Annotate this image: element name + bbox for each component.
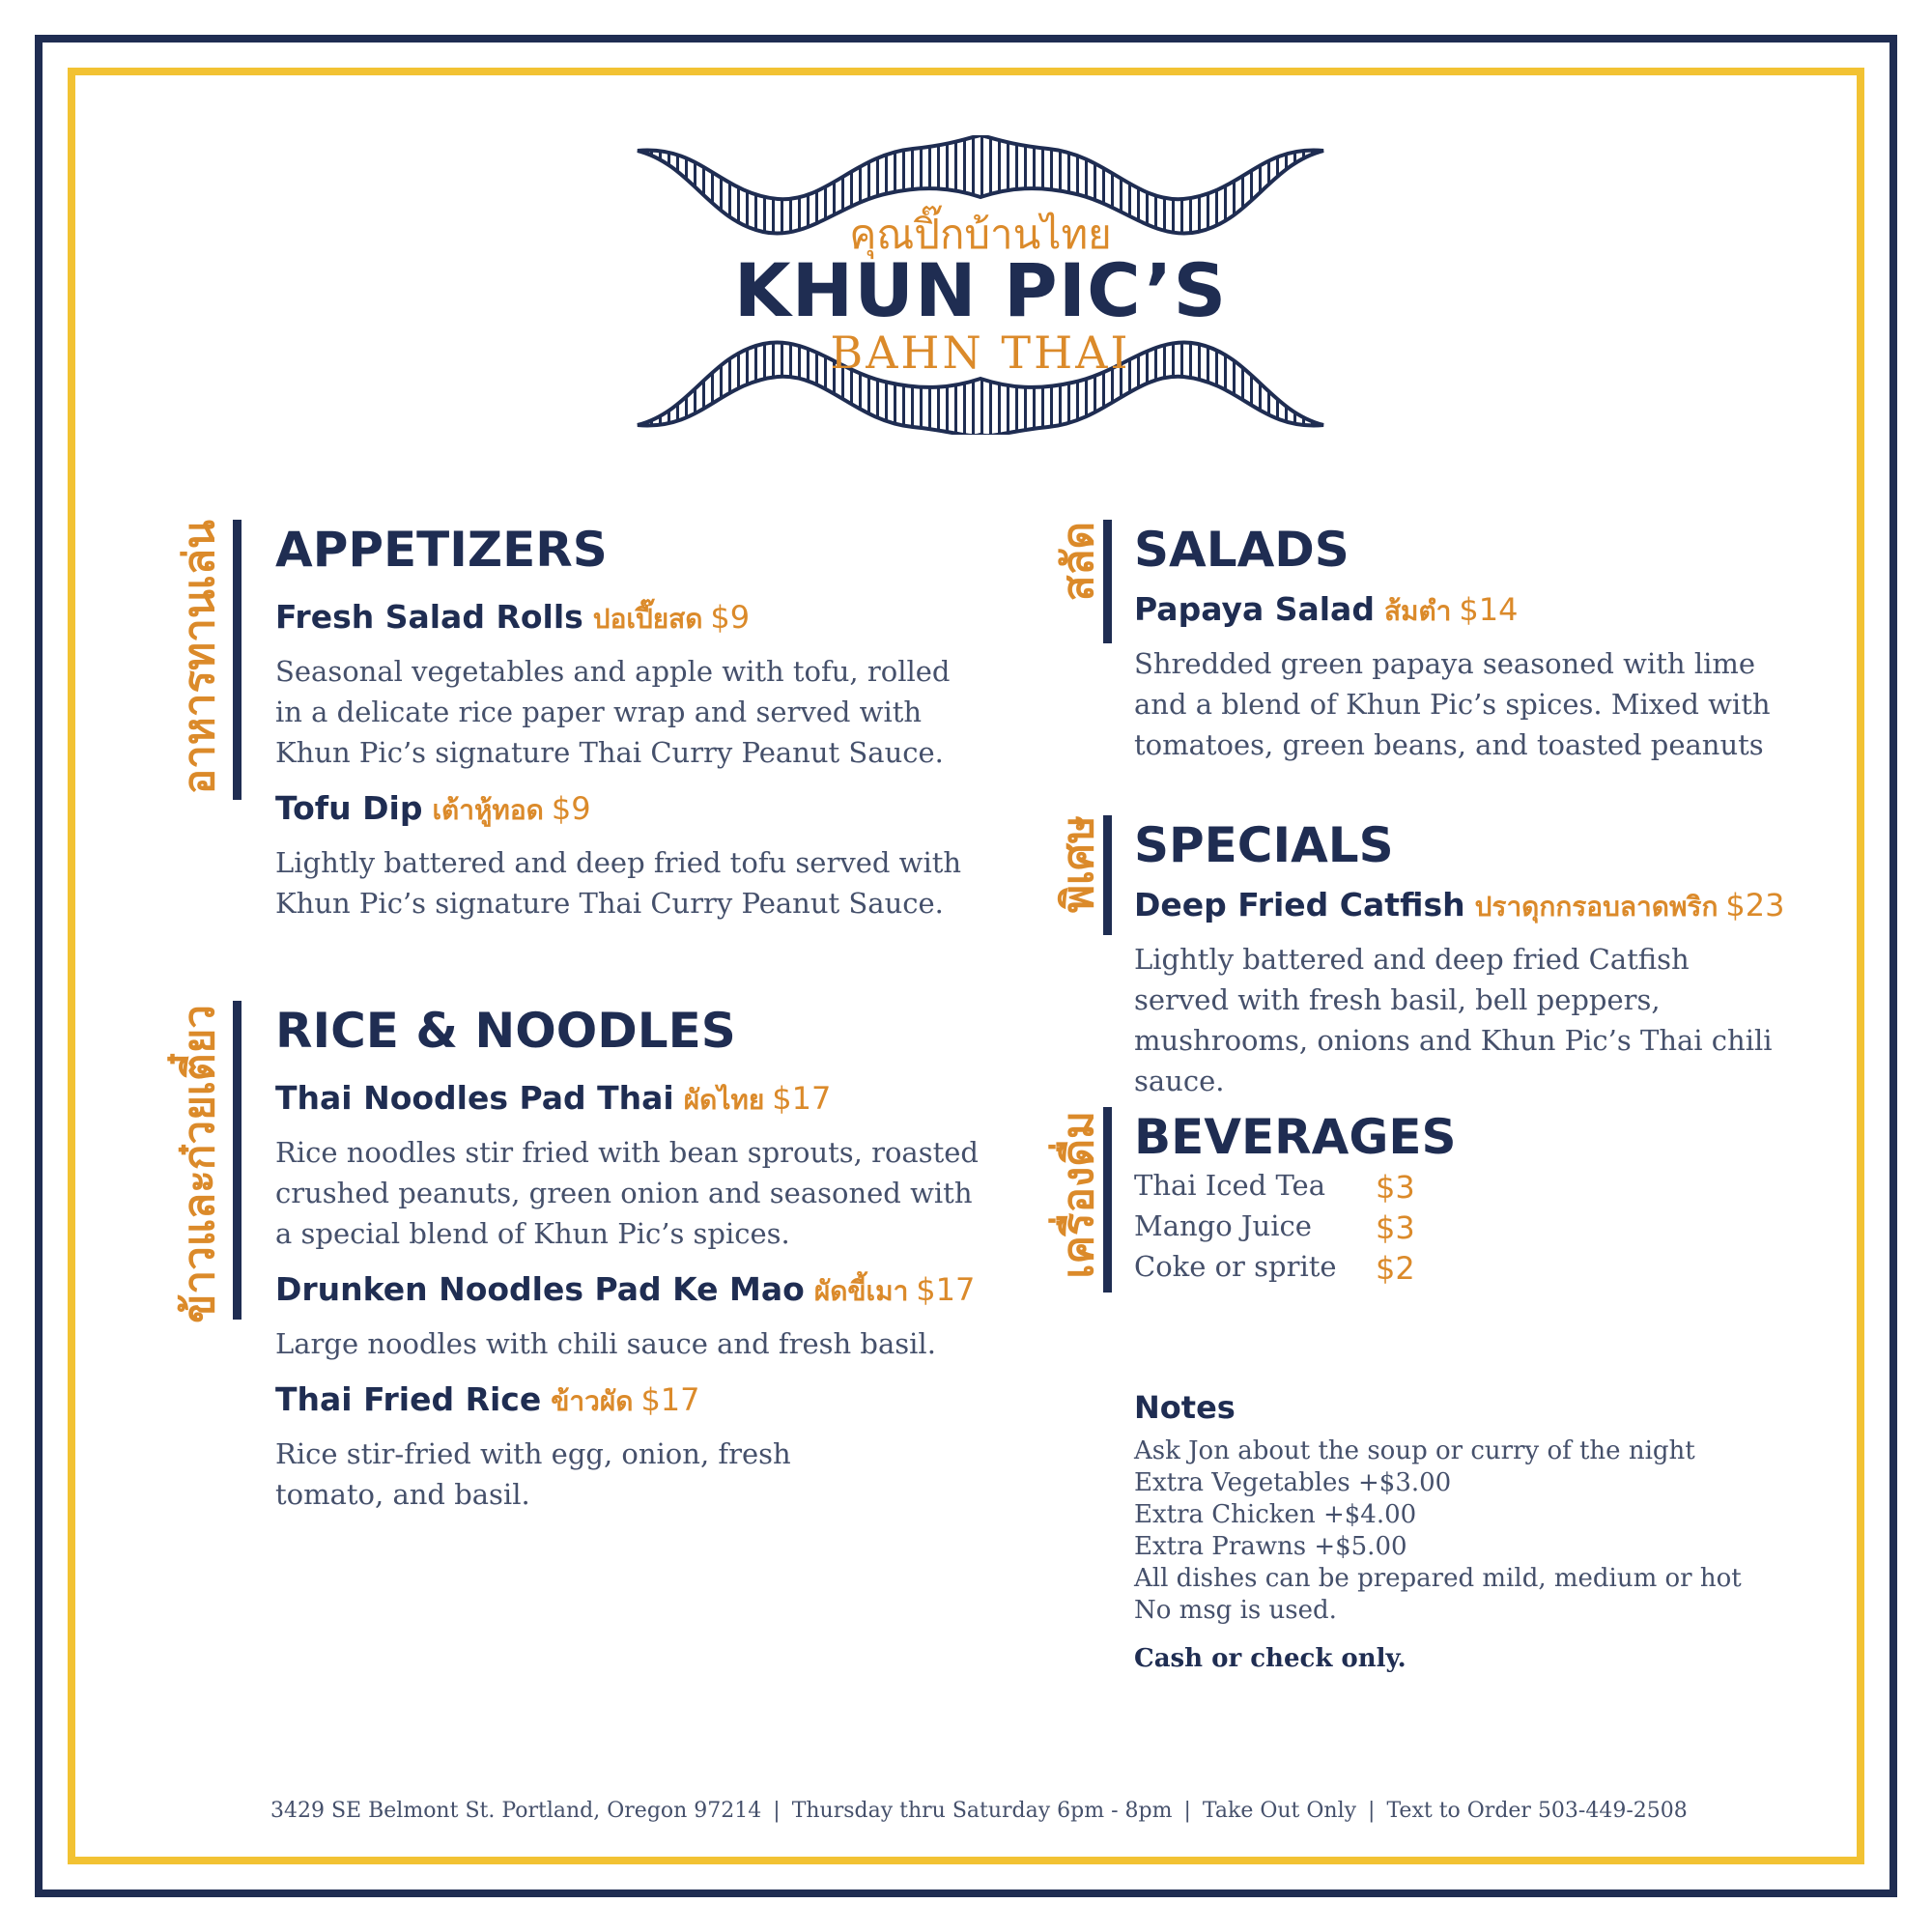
section-title: SPECIALS xyxy=(1134,817,1394,873)
restaurant-logo xyxy=(633,135,1328,435)
notes-title: Notes xyxy=(1134,1389,1236,1426)
brand-name: KHUN PIC’S xyxy=(733,247,1228,333)
menu-item-title: Drunken Noodles Pad Ke Mao ผัดขี้เมา $17 xyxy=(275,1270,976,1308)
beverage-row: Coke or sprite $2 xyxy=(1134,1250,1415,1287)
section-bar xyxy=(233,1001,242,1320)
note-line: Extra Chicken +$4.00 xyxy=(1134,1500,1417,1529)
brand-thai-name: คุณปิ๊กบ้านไทย xyxy=(849,211,1112,258)
menu-item-description: Lightly battered and deep fried tofu served with Khun Pic’s signature Thai Curry Peanut Sauce. xyxy=(275,846,962,920)
menu-item-description: Lightly battered and deep fried Catfish served with fresh basil, bell peppers, mushrooms, onions and Khun Pic’s Thai chili sauce. xyxy=(1134,943,1773,1097)
specials-thai-label: พิเศษ xyxy=(1054,815,1103,913)
section-bar xyxy=(1103,1107,1112,1293)
menu-item-title: Thai Fried Rice ข้าวผัด $17 xyxy=(275,1380,700,1418)
section-title: APPETIZERS xyxy=(275,522,608,578)
footer-service: Take Out Only xyxy=(1202,1799,1357,1823)
note-line: All dishes can be prepared mild, medium or hot xyxy=(1134,1564,1742,1593)
menu-item-title: Tofu Dip เต้าหู้ทอด $9 xyxy=(275,789,591,827)
note-line: Ask Jon about the soup or curry of the night xyxy=(1134,1436,1695,1465)
section-title: BEVERAGES xyxy=(1134,1109,1457,1165)
menu-item-title: Papaya Salad ส้มตำ $14 xyxy=(1134,590,1519,628)
note-line: Extra Prawns +$5.00 xyxy=(1134,1532,1407,1561)
menu-item-description: Rice stir-fried with egg, onion, fresh tomato, and basil. xyxy=(275,1437,791,1511)
notes-section xyxy=(1134,1387,1752,1673)
note-line: No msg is used. xyxy=(1134,1596,1337,1625)
brand-subtitle: BAHN THAI xyxy=(830,327,1131,379)
rice-noodles-thai-label: ข้าวและก๋วยเตี๋ยว xyxy=(175,1005,224,1323)
footer-order: Text to Order 503-449-2508 xyxy=(1386,1799,1688,1823)
salads-thai-label: สลัด xyxy=(1054,522,1103,602)
menu-item-description: Seasonal vegetables and apple with tofu, rolled in a delicate rice paper wrap and served with Khun Pic’s signature Thai Curry Peanut Sauce. xyxy=(275,655,951,769)
beverage-row: Mango Juice $3 xyxy=(1134,1209,1415,1246)
menu-item-description: Rice noodles stir fried with bean sprouts, roasted crushed peanuts, green onion and seasoned with a special blend of Khun Pic’s spices. xyxy=(275,1136,979,1250)
menu-item-description: Large noodles with chili sauce and fresh basil. xyxy=(275,1327,936,1360)
payment-note: Cash or check only. xyxy=(1134,1644,1406,1673)
appetizers-thai-label: อาหารทานเล่น xyxy=(175,520,224,795)
menu-item-title: Fresh Salad Rolls ปอเปี๊ยสด $9 xyxy=(275,598,751,636)
footer-address: 3429 SE Belmont St. Portland, Oregon 97214 xyxy=(270,1799,762,1823)
section-bar xyxy=(1103,520,1112,643)
section-title: SALADS xyxy=(1134,522,1350,578)
beverage-list xyxy=(1134,1169,1559,1291)
menu-item-description: Shredded green papaya seasoned with lime and a blend of Khun Pic’s spices. Mixed with tomatoes, green beans, and toasted peanuts xyxy=(1134,647,1771,761)
section-bar xyxy=(1103,815,1112,935)
footer: 3429 SE Belmont St. Portland, Oregon 97214 | Thursday thru Saturday 6pm - 8pm | Take Out Only | Text to Order 503-449-2508 xyxy=(270,1799,1688,1823)
footer-hours: Thursday thru Saturday 6pm - 8pm xyxy=(791,1799,1173,1823)
section-bar xyxy=(233,520,242,800)
menu-item-title: Deep Fried Catfish ปราดุกกรอบลาดพริก $23 xyxy=(1134,886,1785,923)
section-title: RICE & NOODLES xyxy=(275,1003,736,1059)
beverage-row: Thai Iced Tea $3 xyxy=(1134,1169,1415,1206)
menu-item-title: Thai Noodles Pad Thai ผัดไทย $17 xyxy=(275,1079,832,1117)
note-line: Extra Vegetables +$3.00 xyxy=(1134,1468,1452,1497)
beverages-thai-label: เครื่องดื่ม xyxy=(1054,1111,1103,1279)
